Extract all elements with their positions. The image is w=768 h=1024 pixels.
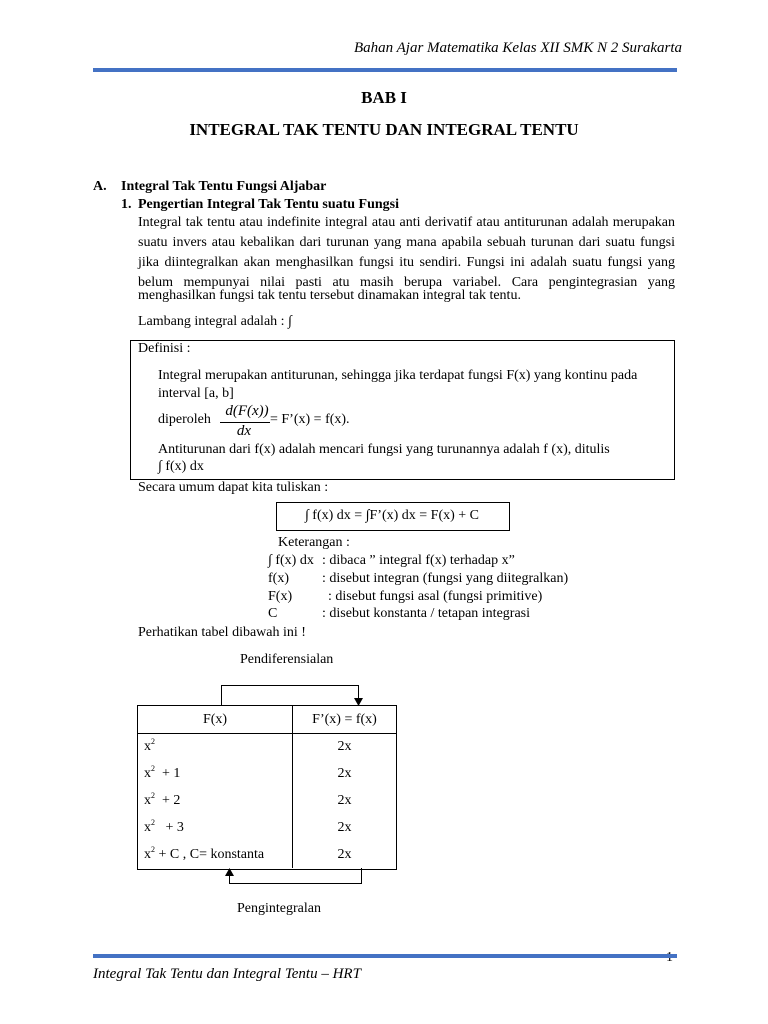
intro-line: Integral tak tentu atau indefinite integral atau anti derivatif atau antiturunan adalah merupakan <box>138 215 675 230</box>
definition-label: Definisi : <box>138 341 191 356</box>
note-desc: : dibaca ” integral f(x) terhadap x” <box>322 553 515 568</box>
table-row <box>138 841 396 868</box>
note-term: C <box>268 606 278 621</box>
cell-rest: + 1 <box>155 766 181 782</box>
section-a-marker: A. <box>93 179 107 194</box>
cell-rest: + 3 <box>155 819 184 835</box>
diff-arrow-left <box>221 685 222 706</box>
cell-value: 2x <box>337 819 352 835</box>
notes-title: Keterangan : <box>278 535 350 550</box>
cell-base: x <box>144 739 151 755</box>
section-a-title: Integral Tak Tentu Fungsi Aljabar <box>121 179 327 194</box>
fraction-denominator: dx <box>236 423 252 439</box>
definition-notation: ∫ f(x) dx <box>158 459 204 474</box>
table-row <box>138 814 396 841</box>
definition-line: Antiturunan dari f(x) adalah mencari fungsi yang turunannya adalah f (x), ditulis <box>158 442 610 457</box>
table-header: F(x) <box>138 706 293 734</box>
intro-line: belum mempunyai nilai pasti atu masih berupa variabel. Cara pengintegrasian yang <box>138 275 675 290</box>
cell-sup: 2 <box>151 817 155 827</box>
running-footer: Integral Tak Tentu dan Integral Tentu – HRT <box>93 966 361 982</box>
integ-label: Pengintegralan <box>237 901 321 916</box>
intro-line: suatu invers atau kebalikan dari turunan yang mana apabila sebuah turunan dari suatu fungsi <box>138 235 675 250</box>
diff-arrow-top <box>221 685 359 686</box>
intro-line: jika diintegralkan akan menghasilkan fungsi itu sendiri. Fungsi ini adalah suatu fungsi yang <box>138 255 675 270</box>
footer-rule <box>93 954 677 958</box>
cell-base: x <box>144 846 151 862</box>
cell-base: x <box>144 792 151 808</box>
table-row <box>138 734 396 761</box>
definition-interval: interval [a, b] <box>158 386 234 401</box>
page-title: INTEGRAL TAK TENTU DAN INTEGRAL TENTU <box>189 120 579 139</box>
integral-symbol-line: Lambang integral adalah : ∫ <box>138 314 292 329</box>
note-term: ∫ f(x) dx <box>268 553 314 568</box>
cell-value: 2x <box>337 766 352 782</box>
header-rule <box>93 68 677 72</box>
general-intro: Secara umum dapat kita tuliskan : <box>138 480 329 495</box>
note-desc: : disebut integran (fungsi yang diitegralkan) <box>322 571 569 586</box>
cell-value: 2x <box>337 739 352 755</box>
running-header: Bahan Ajar Matematika Kelas XII SMK N 2 Surakarta <box>353 40 682 56</box>
diff-label: Pendiferensialan <box>240 652 334 667</box>
intro-line: menghasilkan fungsi tak tentu tersebut dinamakan integral tak tentu. <box>138 288 521 303</box>
note-term: F(x) <box>268 589 293 604</box>
cell-sup: 2 <box>151 737 155 747</box>
cell-sup: 2 <box>151 844 155 854</box>
cell-base: x <box>144 766 151 782</box>
chapter-label: BAB I <box>361 88 407 107</box>
formula: ∫ f(x) dx = ∫F’(x) dx = F(x) + C <box>304 508 480 523</box>
note-desc: : disebut konstanta / tetapan integrasi <box>322 606 531 621</box>
derivative-table <box>138 706 396 868</box>
note-desc: : disebut fungsi asal (fungsi primitive) <box>328 589 543 604</box>
fraction-numerator: d(F(x)) <box>225 403 269 419</box>
subsection-1-title: Pengertian Integral Tak Tentu suatu Fungsi <box>138 197 400 212</box>
definition-line: Integral merupakan antiturunan, sehingga jika terdapat fungsi F(x) yang kontinu pada <box>158 368 638 383</box>
note-term: f(x) <box>268 571 289 586</box>
table-intro: Perhatikan tabel dibawah ini ! <box>138 625 306 640</box>
table-row <box>138 788 396 815</box>
page-number <box>666 950 673 966</box>
subsection-1-marker: 1. <box>121 197 132 212</box>
definition-equals: = F’(x) = f(x). <box>270 412 350 427</box>
table-header: F’(x) = f(x) <box>293 706 397 734</box>
cell-rest: + 2 <box>155 792 181 808</box>
cell-value: 2x <box>337 792 352 808</box>
definition-obtained: diperoleh <box>158 412 211 427</box>
integ-arrow-right <box>361 868 362 884</box>
cell-sup: 2 <box>151 764 155 774</box>
cell-base: x <box>144 819 151 835</box>
table-row <box>138 761 396 788</box>
integ-arrow-bottom <box>229 883 362 884</box>
cell-rest: + C , C= konstanta <box>155 846 265 862</box>
cell-sup: 2 <box>151 790 155 800</box>
cell-value: 2x <box>337 846 352 862</box>
definition-box <box>130 340 675 480</box>
